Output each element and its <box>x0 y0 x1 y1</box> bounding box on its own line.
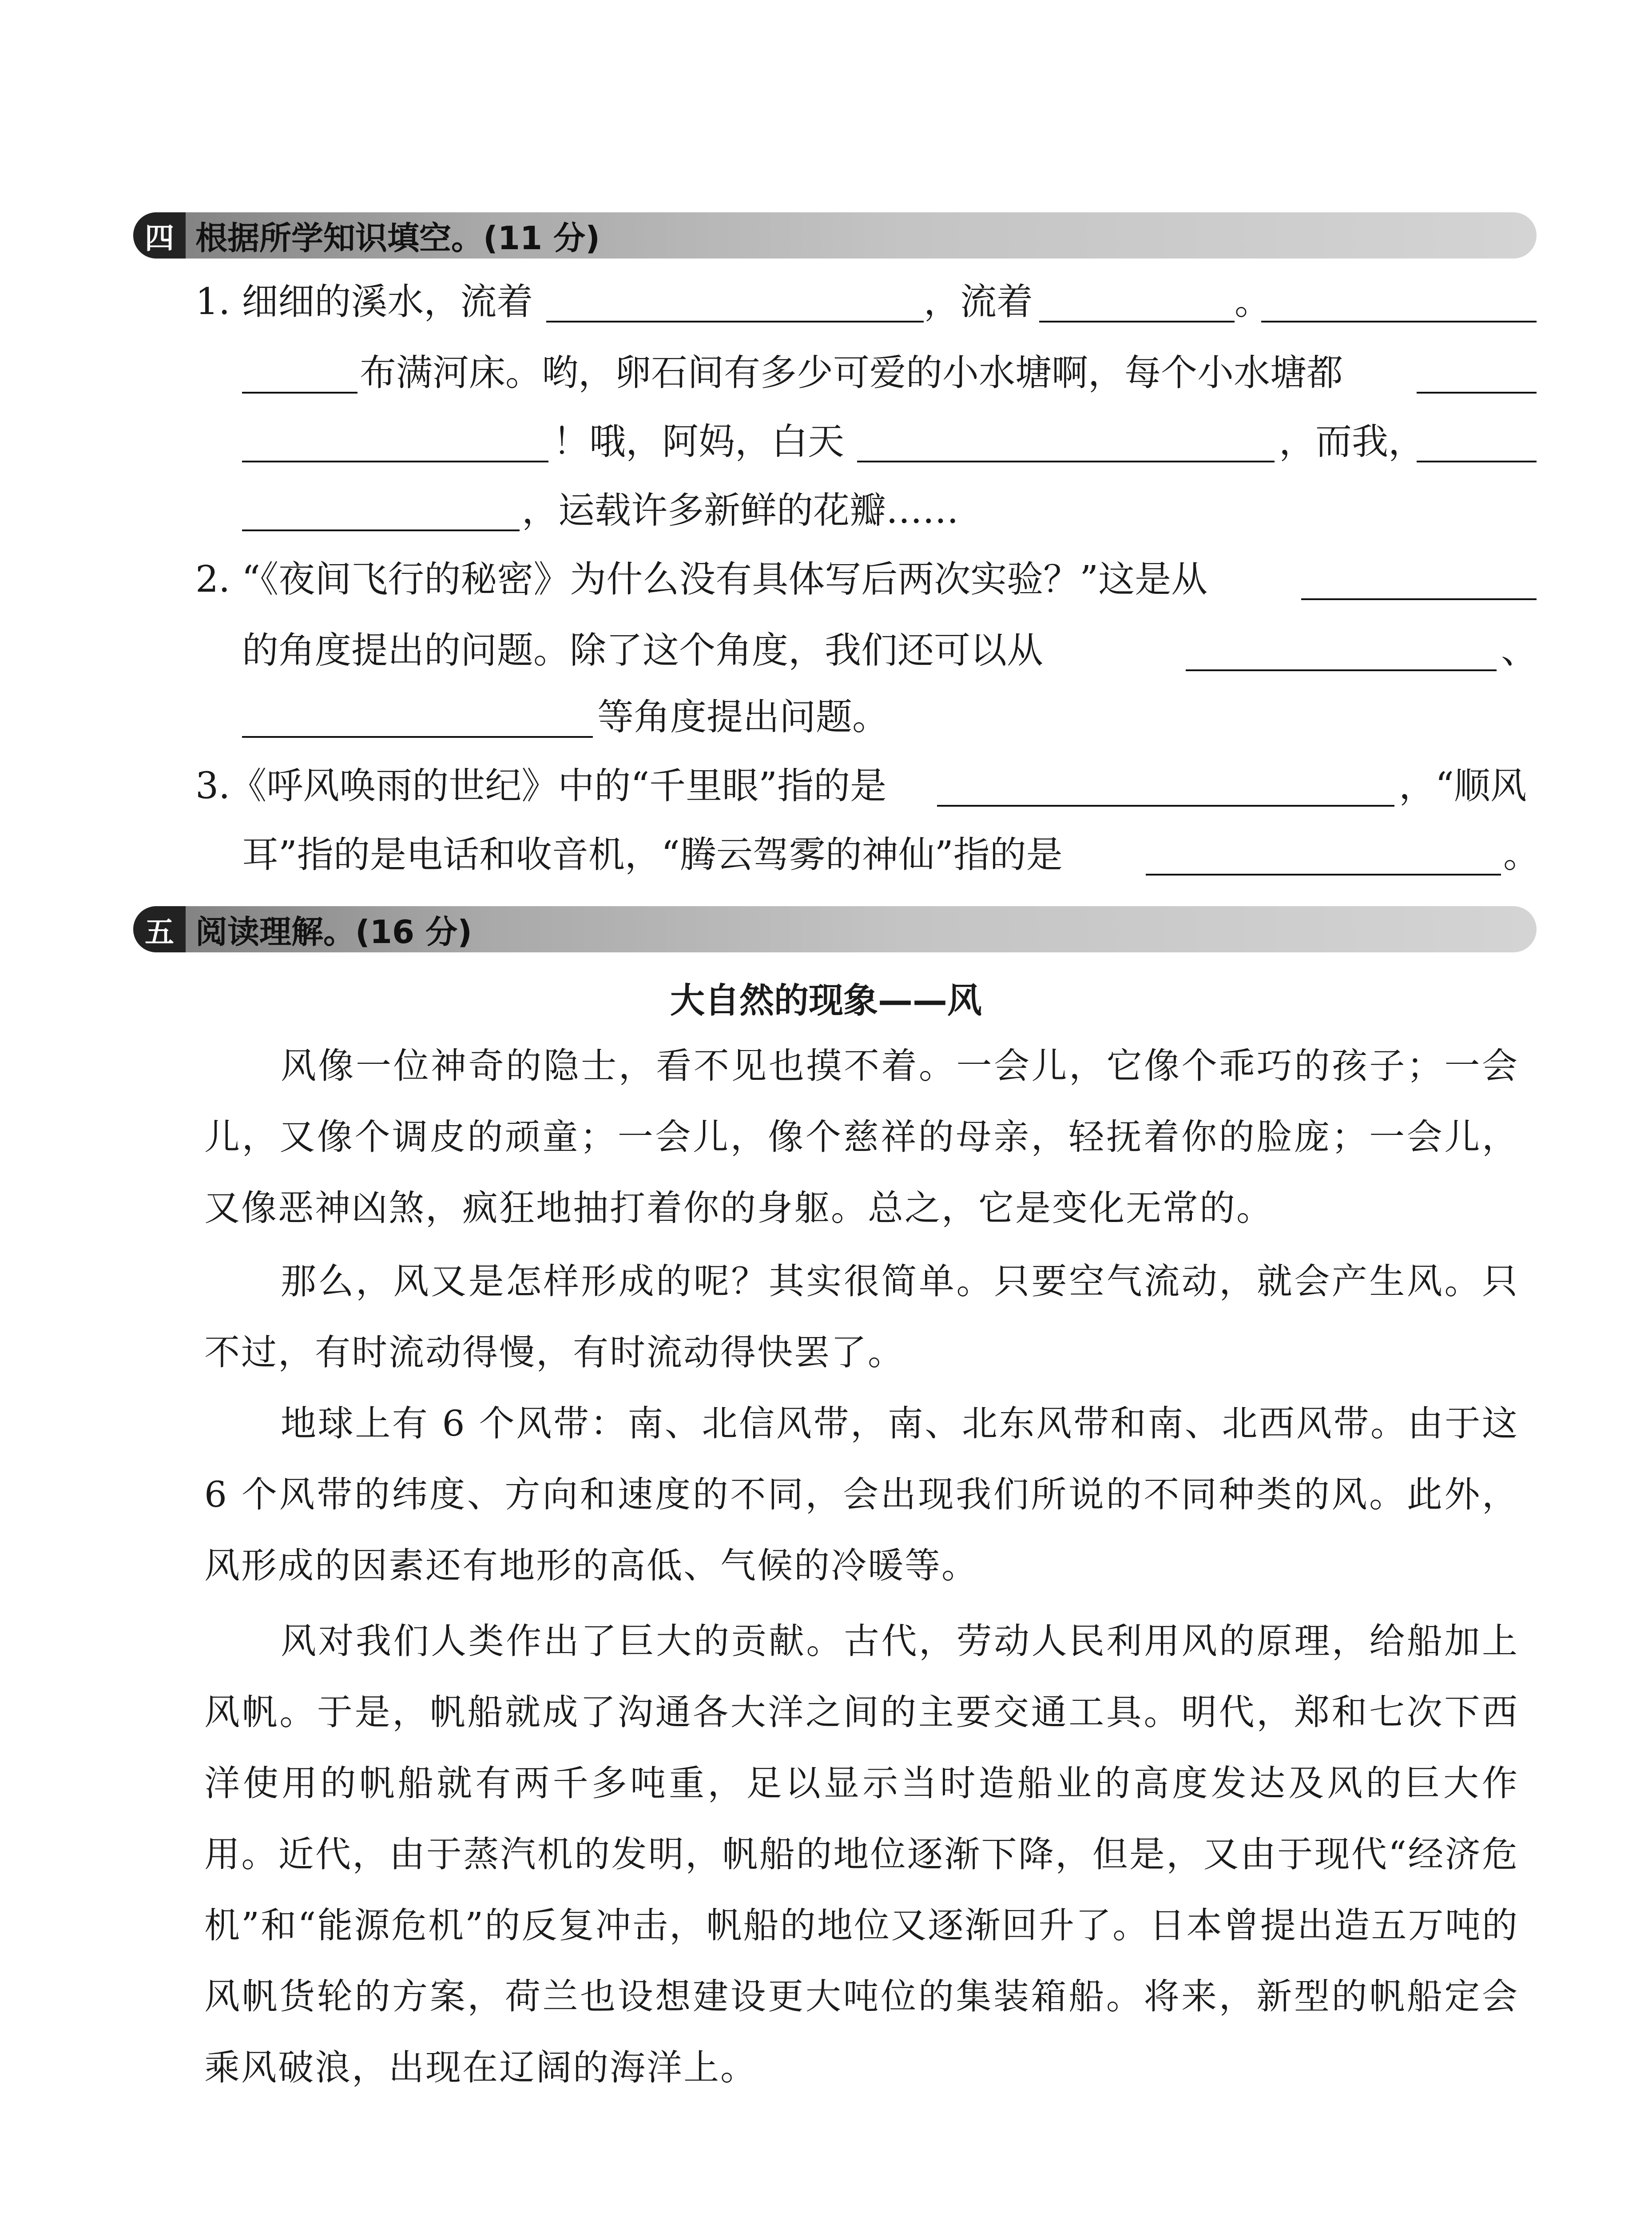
q3-text-2a: 耳”指的是电话和收音机，“腾云驾雾的神仙”指的是 <box>242 834 1063 876</box>
article-paragraph-2: 那么，风又是怎样形成的呢？其实很简单。只要空气流动，就会产生风。只不过，有时流动得慢，有时流动得快罢了。 <box>204 1261 1519 1373</box>
q1-blank-1[interactable] <box>546 283 924 322</box>
q1-blank-6-cont[interactable] <box>242 492 520 531</box>
q2-text-2b: 、 <box>1501 629 1538 672</box>
section-4-header <box>133 212 1537 259</box>
q2-blank-2[interactable] <box>1186 632 1497 671</box>
q1-line-3 <box>0 415 1652 469</box>
q1-blank-5[interactable] <box>857 423 1275 462</box>
q3-line-1 <box>0 760 1652 813</box>
q1-blank-4[interactable] <box>1417 354 1537 394</box>
section-4-title: 根据所学知识填空。(11 分) <box>195 219 600 257</box>
article-paragraph-3: 地球上有 6 个风带：南、北信风带，南、北东风带和南、北西风带。由于这 6 个风带的纬度、方向和速度的不同，会出现我们所说的不同种类的风。此外，风形成的因素还有地形的高低、气候的冷暖等。 <box>204 1403 1519 1586</box>
q3-text-1b: ，“顺风 <box>1399 765 1527 807</box>
section-5-title: 阅读理解。(16 分) <box>195 913 473 951</box>
q2-line-3 <box>0 691 1652 744</box>
q1-line-2 <box>0 346 1652 400</box>
q1-blank-2[interactable] <box>1039 283 1235 322</box>
q2-blank-3[interactable] <box>242 699 593 738</box>
section-5-header <box>133 906 1537 952</box>
q1-blank-6[interactable] <box>1417 423 1537 462</box>
q1-text-3b: ，而我， <box>1279 421 1425 463</box>
q1-text-1c: 。 <box>1235 281 1271 323</box>
q1-line-1 <box>0 275 1652 329</box>
q2-text-2a: 的角度提出的问题。除了这个角度，我们还可以从 <box>242 629 1044 672</box>
article-paragraph-1: 风像一位神奇的隐士，看不见也摸不着。一会儿，它像个乖巧的孩子；一会儿，又像个调皮的顽童；一会儿，像个慈祥的母亲，轻抚着你的脸庞；一会儿，又像恶神凶煞，疯狂地抽打着你的身躯。总之，它是变化无常的。 <box>204 1045 1519 1229</box>
q2-blank-1[interactable] <box>1301 561 1537 600</box>
q1-line-4 <box>0 484 1652 537</box>
q3-line-2 <box>0 828 1652 882</box>
article-paragraph-4: 风对我们人类作出了巨大的贡献。古代，劳动人民利用风的原理，给船加上风帆。于是，帆船就成了沟通各大洋之间的主要交通工具。明代，郑和七次下西洋使用的帆船就有两千多吨重，足以显示当时造船业的高度发达及风的巨大作用。近代，由于蒸汽机的发明，帆船的地位逐渐下降，但是，又由于现代“经济危机”和“能源危机”的反复冲击，帆船的地位又逐渐回升了。日本曾提出造五万吨的风帆货轮的方案，荷兰也设想建设更大吨位的集装箱船。将来，新型的帆船定会乘风破浪，出现在辽阔的海洋上。 <box>204 1620 1519 2088</box>
q1-text-1a: 1. 细细的溪水，流着 <box>195 281 533 323</box>
q1-blank-4-cont[interactable] <box>242 423 548 462</box>
q3-blank-1[interactable] <box>937 768 1394 807</box>
q3-text-2b: 。 <box>1503 834 1540 876</box>
q2-line-2 <box>0 624 1652 677</box>
q1-text-4a: ，运载许多新鲜的花瓣…… <box>522 490 959 532</box>
q2-line-1 <box>0 553 1652 606</box>
q1-text-3a: ！哦，阿妈，白天 <box>553 421 845 463</box>
article-title: 大自然的现象——风 <box>670 981 982 1021</box>
q1-blank-3-cont[interactable] <box>242 354 357 394</box>
q3-blank-2[interactable] <box>1146 836 1501 876</box>
section-5-number: 五 <box>133 906 186 952</box>
q2-text-3a: 等角度提出问题。 <box>597 696 889 738</box>
q3-text-1a: 3.《呼风唤雨的世纪》中的“千里眼”指的是 <box>195 765 887 807</box>
q1-text-1b: ，流着 <box>924 281 1033 323</box>
q2-text-1a: 2. “《夜间飞行的秘密》为什么没有具体写后两次实验？”这是从 <box>195 558 1208 601</box>
q1-blank-3[interactable] <box>1261 283 1537 322</box>
section-4-number: 四 <box>133 212 186 259</box>
q1-text-2a: 布满河床。哟，卵石间有多少可爱的小水塘啊，每个小水塘都 <box>360 352 1343 394</box>
